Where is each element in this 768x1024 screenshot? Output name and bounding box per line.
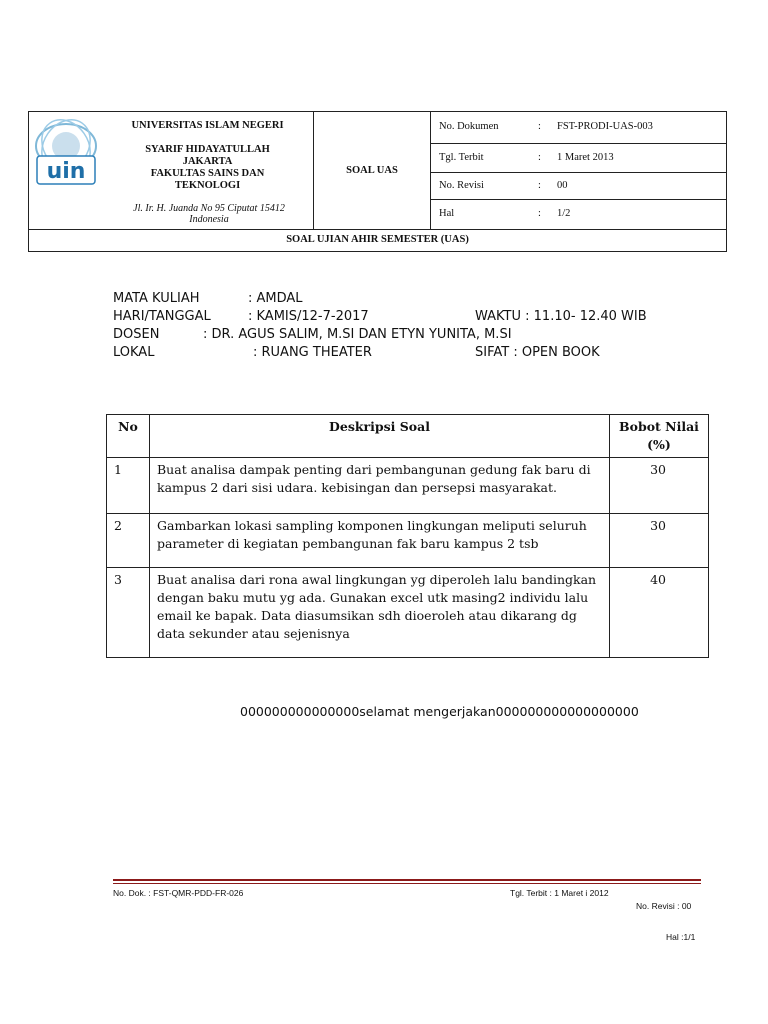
info-key: No. Dokumen [439,121,499,132]
table-header-row [107,415,709,458]
info-row-tgl-terbit [431,144,726,173]
header-no: No [107,415,150,458]
row-weight: 30 [610,458,709,514]
header-weight-line1: Bobot Nilai [619,419,699,434]
info-sep: : [538,152,541,163]
university-address [109,203,309,225]
info-value: 00 [557,180,568,191]
institution-cell [29,112,314,229]
course-line-mata-kuliah [113,290,713,308]
info-row-no-revisi [431,173,726,200]
row-weight: 30 [610,514,709,568]
row-description: Buat analisa dari rona awal lingkungan yg diperoleh lalu bandingkan dengan baku mutu yg ada. Gunakan excel utk masing2 individu lalu email ke bapak. Data diasumsikan sdh dioeroleh atau dikarang dg data sekunder atau sejenisnya [150,568,610,658]
info-sep: : [538,208,541,219]
address-line2: Indonesia [189,214,229,225]
waktu-value: WAKTU : 11.10- 12.40 WIB [475,309,647,324]
exam-title: SOAL UJIAN AHIR SEMESTER (UAS) [29,229,726,251]
footer-no-revisi: No. Revisi : 00 [636,901,692,911]
info-key: Hal [439,208,455,219]
info-value: 1 Maret 2013 [557,152,614,163]
faculty-line2: TEKNOLOGI [174,180,241,191]
logo-text: uin [46,159,86,184]
table-row [107,568,709,658]
mata-kuliah-label: MATA KULIAH [113,291,200,306]
sifat-value: SIFAT : OPEN BOOK [475,345,600,360]
hari-label: HARI/TANGGAL [113,309,211,324]
mata-kuliah-value: : AMDAL [248,291,303,306]
lokal-label: LOKAL [113,345,155,360]
lokal-value: : RUANG THEATER [253,345,372,360]
info-key: No. Revisi [439,180,484,191]
info-key: Tgl. Terbit [439,152,484,163]
header-weight [610,415,709,458]
info-row-hal [431,200,726,229]
info-value: 1/2 [557,208,571,219]
header-weight-line2: (%) [647,437,671,452]
row-description: Gambarkan lokasi sampling komponen lingkungan meliputi seluruh parameter di kegiatan pembangunan fak baru kampus 2 tsb [150,514,610,568]
row-number: 1 [107,458,150,514]
info-sep: : [538,121,541,132]
hari-value: : KAMIS/12-7-2017 [248,309,369,324]
header-description: Deskripsi Soal [150,415,610,458]
footer-divider [113,879,701,881]
dosen-value: : DR. AGUS SALIM, M.SI DAN ETYN YUNITA, M.SI [203,327,512,342]
dosen-label: DOSEN [113,327,160,342]
row-weight: 40 [610,568,709,658]
document-header [28,111,727,252]
row-number: 2 [107,514,150,568]
course-details [113,290,713,362]
university-line2: SYARIF HIDAYATULLAH [145,144,270,155]
info-value: FST-PRODI-UAS-003 [557,121,653,132]
footer-tgl-terbit: Tgl. Terbit : 1 Maret i 2012 [510,888,609,898]
table-row [107,514,709,568]
questions-table [106,414,709,658]
footer-no-dok: No. Dok. : FST-QMR-PDD-FR-026 [113,888,244,898]
table-row [107,458,709,514]
info-sep: : [538,180,541,191]
info-row-no-dokumen [431,112,726,144]
address-line1: Jl. Ir. H. Juanda No 95 Ciputat 15412 [133,203,285,214]
course-line-dosen [113,326,713,344]
footer-divider-thin [113,883,701,884]
faculty-line1: FAKULTAS SAINS DAN [150,168,265,179]
row-number: 3 [107,568,150,658]
university-line1: UNIVERSITAS ISLAM NEGERI [131,120,284,131]
uin-logo [31,116,101,188]
course-line-hari [113,308,713,326]
university-name [105,120,310,192]
university-line3: JAKARTA [182,156,233,167]
document-type: SOAL UAS [314,112,431,229]
course-line-lokal [113,344,713,362]
row-description: Buat analisa dampak penting dari pembangunan gedung fak baru di kampus 2 dari sisi udara. kebisingan dan persepsi masyarakat. [150,458,610,514]
closing-message: 000000000000000selamat mengerjakan000000000000000000 [240,704,639,719]
footer-hal: Hal :1/1 [666,932,696,942]
document-info [431,112,726,229]
